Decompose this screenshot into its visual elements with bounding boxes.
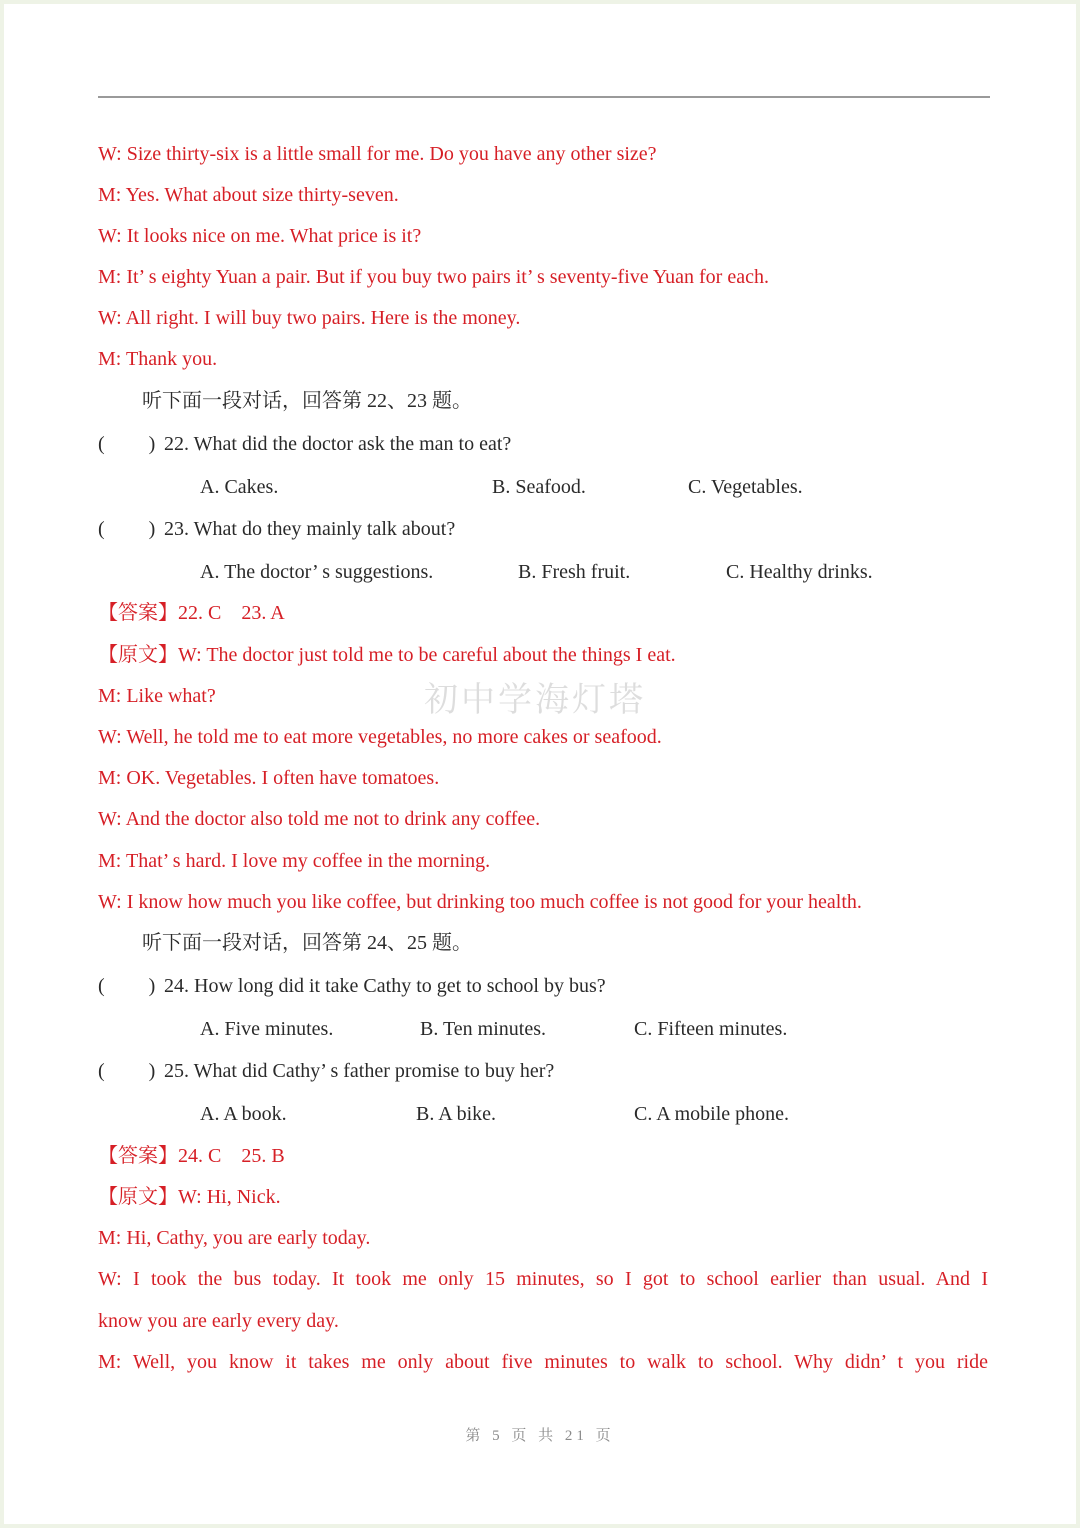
answer-blank: ( ) bbox=[98, 975, 156, 997]
dialog-line: M: Thank you. bbox=[98, 348, 218, 370]
option-a: A. Cakes. bbox=[200, 476, 279, 498]
dialog-line: M: Hi, Cathy, you are early today. bbox=[98, 1227, 371, 1249]
dialog-line: W: And the doctor also told me not to drink any coffee. bbox=[98, 808, 541, 830]
answer-label: 【答案】 bbox=[98, 1145, 178, 1167]
option-c: C. Healthy drinks. bbox=[726, 561, 873, 583]
source-label: 【原文】 bbox=[98, 644, 178, 666]
question-23 bbox=[98, 517, 455, 541]
answer-blank: ( ) bbox=[98, 433, 156, 455]
answer-line bbox=[98, 601, 285, 625]
dialog-line: know you are early every day. bbox=[98, 1310, 339, 1332]
question-22 bbox=[98, 432, 511, 456]
dialog-line: W: Size thirty-six is a little small for me. Do you have any other size? bbox=[98, 143, 657, 165]
dialog-line: M: Well, you know it takes me only about five minutes to walk to school. Why didn’ t you ride bbox=[98, 1351, 988, 1373]
source-line bbox=[98, 643, 676, 667]
dialog-line: W: I took the bus today. It took me only 15 minutes, so I got to school earlier than usual. And I bbox=[98, 1268, 988, 1290]
document-page bbox=[4, 4, 1076, 1524]
answer-blank: ( ) bbox=[98, 518, 156, 540]
dialog-line: W: Well, he told me to eat more vegetables, no more cakes or seafood. bbox=[98, 726, 662, 748]
answer-blank: ( ) bbox=[98, 1060, 156, 1082]
question-text: 24. How long did it take Cathy to get to school by bus? bbox=[164, 975, 606, 997]
section-instruction: 听下面一段对话，回答第 24、25 题。 bbox=[142, 932, 472, 954]
question-text: 22. What did the doctor ask the man to eat? bbox=[164, 433, 512, 455]
option-a: A. The doctor’ s suggestions. bbox=[200, 561, 434, 583]
option-b: B. A bike. bbox=[416, 1103, 497, 1125]
dialog-line: M: Like what? bbox=[98, 685, 216, 707]
option-b: B. Ten minutes. bbox=[420, 1018, 547, 1040]
dialog-line: M: Yes. What about size thirty-seven. bbox=[98, 184, 399, 206]
answer-line bbox=[98, 1144, 285, 1168]
question-24 bbox=[98, 974, 606, 998]
dialog-line: W: It looks nice on me. What price is it? bbox=[98, 225, 422, 247]
option-a: A. A book. bbox=[200, 1103, 287, 1125]
option-c: C. Fifteen minutes. bbox=[634, 1018, 788, 1040]
option-b: B. Seafood. bbox=[492, 476, 586, 498]
header-rule bbox=[98, 96, 990, 98]
answer-label: 【答案】 bbox=[98, 602, 178, 624]
dialog-line: M: It’ s eighty Yuan a pair. But if you buy two pairs it’ s seventy-five Yuan for each. bbox=[98, 266, 769, 288]
watermark-text: 初中学海灯塔 bbox=[424, 680, 646, 720]
answer-text: 24. C 25. B bbox=[178, 1145, 285, 1167]
dialog-line: W: All right. I will buy two pairs. Here is the money. bbox=[98, 307, 521, 329]
source-text: W: The doctor just told me to be careful about the things I eat. bbox=[178, 644, 676, 666]
dialog-line: W: I know how much you like coffee, but drinking too much coffee is not good for your health. bbox=[98, 891, 862, 913]
source-label: 【原文】 bbox=[98, 1186, 178, 1208]
page-footer: 第 5 页 共 21 页 bbox=[465, 1428, 615, 1444]
option-c: C. A mobile phone. bbox=[634, 1103, 789, 1125]
section-instruction: 听下面一段对话，回答第 22、23 题。 bbox=[142, 390, 472, 412]
dialog-line: M: OK. Vegetables. I often have tomatoes. bbox=[98, 767, 440, 789]
source-text: W: Hi, Nick. bbox=[178, 1186, 281, 1208]
option-c: C. Vegetables. bbox=[688, 476, 803, 498]
source-line bbox=[98, 1185, 281, 1209]
question-text: 23. What do they mainly talk about? bbox=[164, 518, 456, 540]
option-b: B. Fresh fruit. bbox=[518, 561, 631, 583]
question-25 bbox=[98, 1059, 554, 1083]
question-text: 25. What did Cathy’ s father promise to buy her? bbox=[164, 1060, 555, 1082]
dialog-line: M: That’ s hard. I love my coffee in the morning. bbox=[98, 850, 491, 872]
answer-text: 22. C 23. A bbox=[178, 602, 285, 624]
option-a: A. Five minutes. bbox=[200, 1018, 334, 1040]
